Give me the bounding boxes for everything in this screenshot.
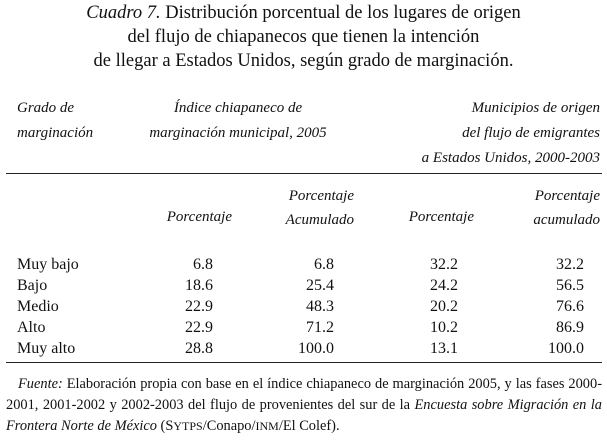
table-cell: 6.8: [193, 256, 213, 273]
source-org-sc-2: TPS: [182, 419, 203, 433]
municipios-header-line-3: a Estados Unidos, 2000-2003: [421, 150, 600, 166]
table-title-line-2: del flujo de chiapanecos que tienen la intención: [127, 27, 480, 47]
table-cell: 71.2: [306, 319, 334, 336]
table-rule-bottom: [6, 362, 602, 363]
row-label: Muy alto: [17, 340, 76, 357]
subheader-porcentaje-acumulado-1: [230, 184, 354, 232]
grado-header-line-2: marginación: [17, 125, 94, 141]
source-org-sc-1: Y: [173, 419, 183, 433]
subheader-porcentaje-1: [140, 205, 232, 229]
source-note: [6, 374, 602, 437]
subheader-porcentaje-acumulado-2: [470, 184, 600, 232]
source-org-mid: /Conapo/: [202, 418, 256, 434]
subheader-text: Acumulado: [285, 212, 354, 228]
source-org-tail: /El Colef).: [278, 418, 340, 434]
subheader-text: Porcentaje: [288, 188, 354, 204]
source-label: Fuente:: [18, 376, 63, 392]
table-rule-top: [6, 173, 602, 174]
table-cell: 10.2: [430, 319, 458, 336]
table-cell: 22.9: [185, 319, 213, 336]
table-cell: 48.3: [306, 298, 334, 315]
table-label: Cuadro 7.: [86, 3, 161, 23]
table-title-line-1: [0, 2, 607, 25]
table-cell: 28.8: [185, 340, 213, 357]
subheader-text: acumulado: [533, 212, 600, 228]
grado-header-line-1: Grado de: [17, 100, 75, 116]
source-paragraph: [6, 374, 602, 437]
table-cell: 32.2: [430, 256, 458, 273]
table-cell: 18.6: [185, 277, 213, 294]
indice-header-line-1: Índice chiapaneco de: [173, 100, 303, 116]
source-survey-title: Encuesta sobre Migración en la Frontera Norte de México: [6, 397, 602, 434]
row-label: Bajo: [17, 277, 48, 294]
table-cell: 6.8: [314, 256, 334, 273]
subheader-text: Porcentaje: [534, 188, 600, 204]
source-org-sc-3: INM: [255, 419, 279, 433]
table-cell: 76.6: [556, 298, 584, 315]
table-cell: 25.4: [306, 277, 334, 294]
table-cell: 32.2: [556, 256, 584, 273]
municipios-group-header: [372, 96, 600, 171]
table-title-line-3: de llegar a Estados Unidos, según grado de marginación.: [93, 51, 514, 71]
table-cell: 20.2: [430, 298, 458, 315]
table-cell: 56.5: [556, 277, 584, 294]
table-cell: 24.2: [430, 277, 458, 294]
table-cell: 86.9: [556, 319, 584, 336]
municipios-header-line-2: del flujo de emigrantes: [462, 125, 600, 141]
indice-header-line-2: marginación municipal, 2005: [149, 125, 327, 141]
municipios-header-line-1: Municipios de origen: [471, 100, 600, 116]
indice-group-header: [118, 96, 358, 146]
table-cell: 13.1: [430, 340, 458, 357]
row-label: Alto: [17, 319, 46, 336]
subheader-text: Porcentaje: [408, 209, 474, 225]
table-cell: 22.9: [185, 298, 213, 315]
row-label: Muy bajo: [17, 256, 79, 273]
subheader-text: Porcentaje: [166, 209, 232, 225]
source-org-initial: S: [165, 418, 174, 434]
title-text-1: Distribución porcentual de los lugares de origen: [165, 3, 521, 23]
grado-header: [17, 96, 93, 146]
source-paren: (: [160, 418, 166, 434]
source-text: Elaboración propia con base en el índice chiapaneco de marginación 2005, y las fases 2000-2001, 2001-2002 y 2002-2003 del flujo de provenientes del sur de la: [6, 376, 602, 413]
table-cell: 100.0: [298, 340, 334, 357]
table-cell: 100.0: [548, 340, 584, 357]
subheader-porcentaje-2: [380, 205, 474, 229]
row-label: Medio: [17, 298, 59, 315]
